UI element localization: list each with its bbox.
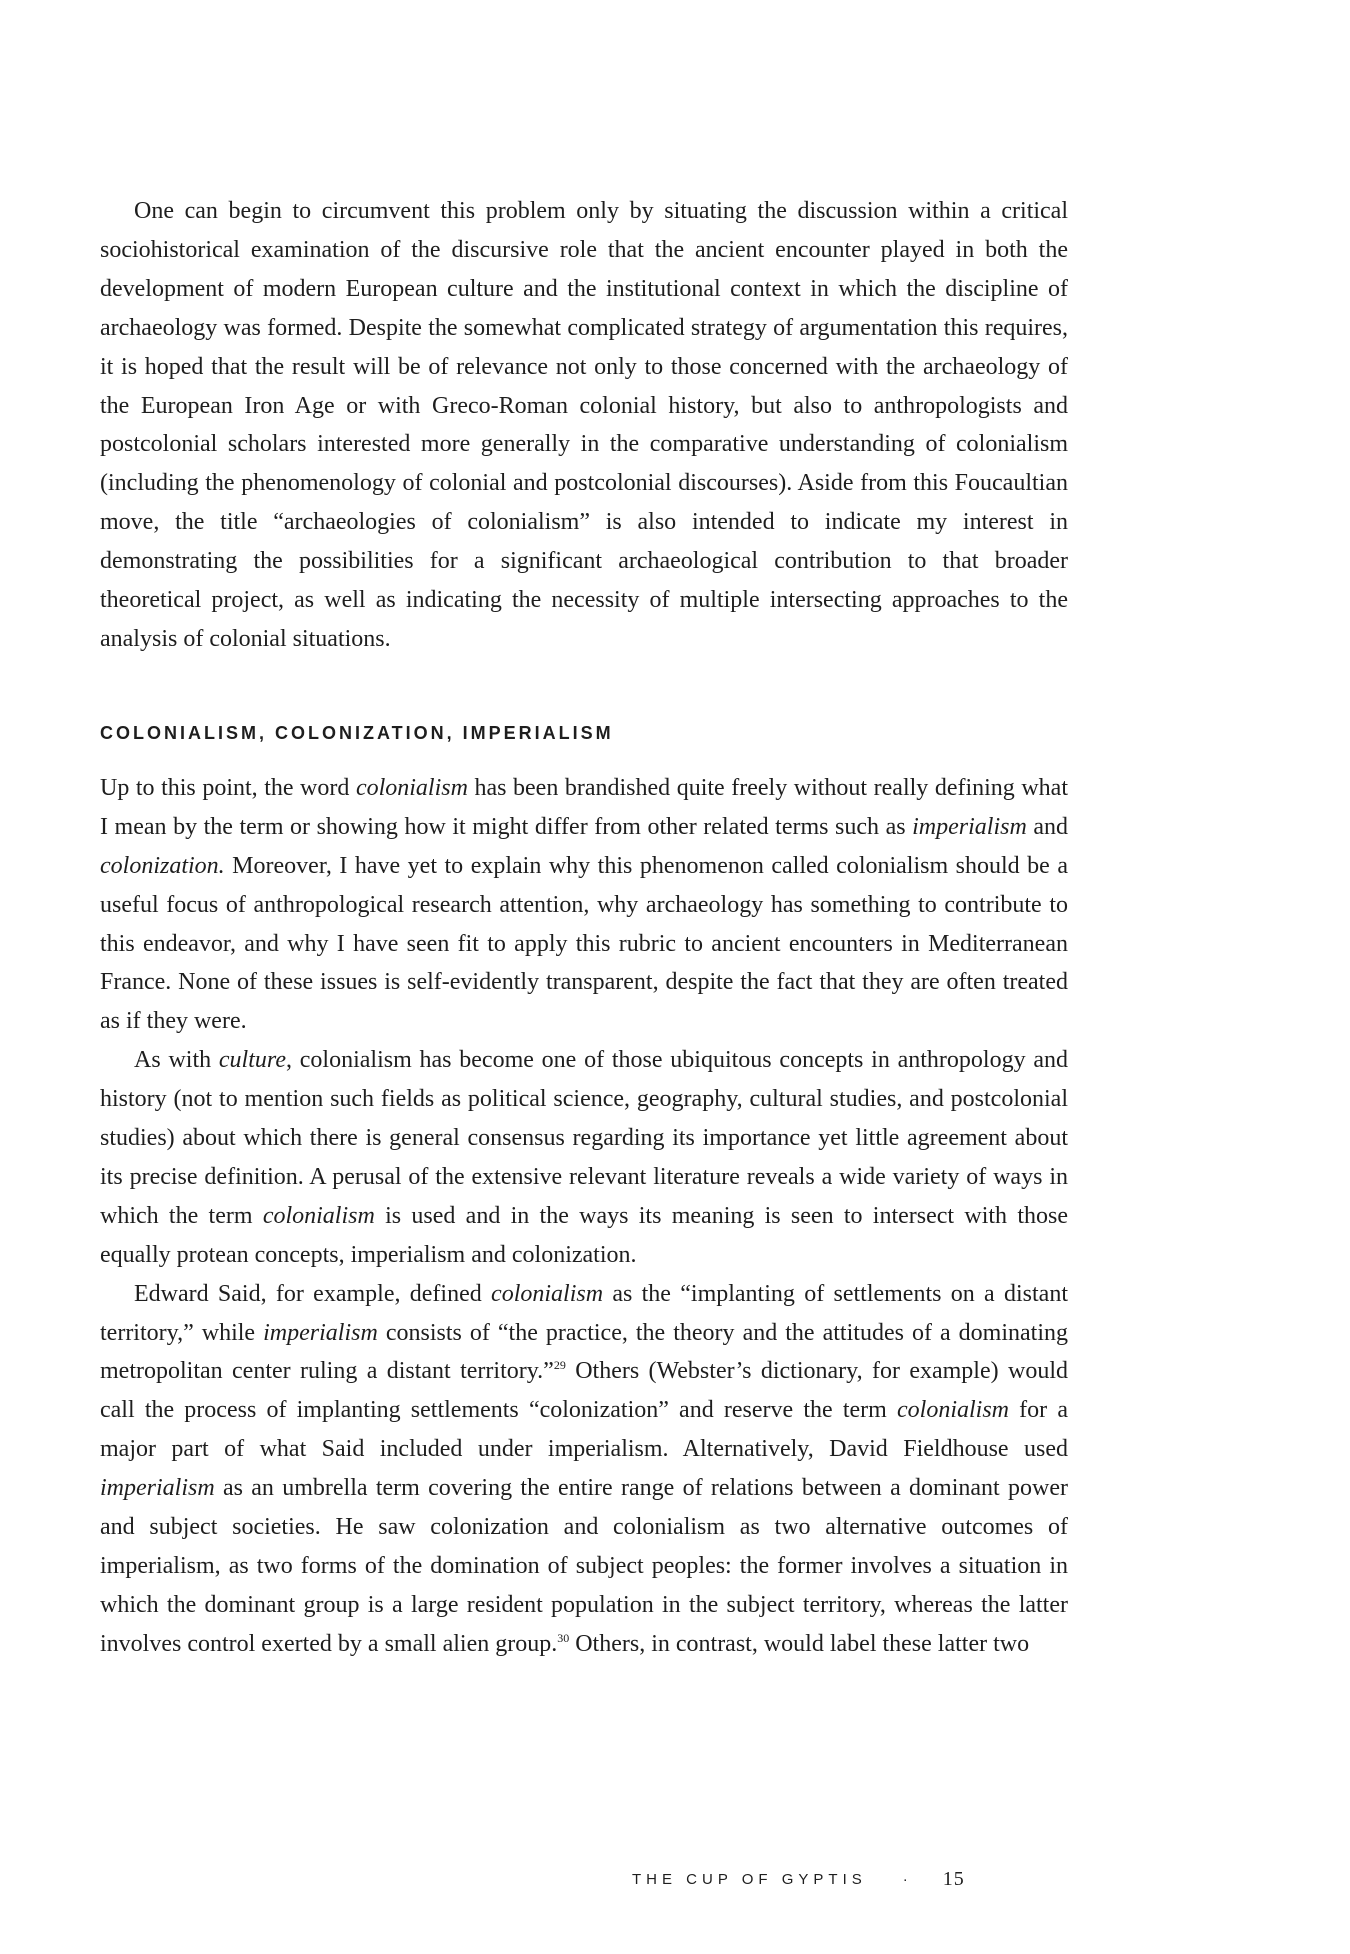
section-heading: COLONIALISM, COLONIZATION, IMPERIALISM xyxy=(100,722,614,743)
intro-paragraph: One can begin to circumvent this problem only by situating the discussion within a critical sociohistorical examination of the discursive role that the ancient encounter played in both the development of modern European culture and the institutional context in which the discipline of archaeology was formed. Despite the somewhat complicated strategy of argumentation this requires, it is hoped that the result will be of relevance not only to those concerned with the archaeology of the European Iron Age or with Greco-Roman colonial history, but also to anthropologists and postcolonial scholars interested more generally in the comparative understanding of colonialism (including the phenomenology of colonial and postcolonial discourses). Aside from this Foucaultian move, the title “archaeologies of colonialism” is also intended to indicate my interest in demonstrating the possibilities for a significant archaeological contribution to that broader theoretical project, as well as indicating the necessity of multiple intersecting approaches to the analysis of colonial situations. xyxy=(100,198,1068,652)
italic-term: imperialism xyxy=(263,1319,378,1346)
footnote-ref: 30 xyxy=(557,1630,570,1645)
italic-term: imperialism xyxy=(100,1475,215,1502)
page-number: 15 xyxy=(942,1868,965,1890)
italic-term: imperialism xyxy=(912,813,1027,840)
footer-separator: · xyxy=(902,1871,913,1888)
section-paragraph-2: As with culture, colonialism has become one of those ubiquitous concepts in anthropology and history (not to mention such fields as political science, geography, cultural studies, and postcolonial studies) about which there is general consensus regarding its importance yet little agreement about its precise definition. A perusal of the extensive relevant literature reveals a wide variety of ways in which the term colonialism is used and in the ways its meaning is seen to intersect with those equally protean concepts, imperialism and colonization. xyxy=(100,1047,1069,1268)
footnote-ref: 29 xyxy=(553,1358,566,1373)
running-title: THE CUP OF GYPTIS xyxy=(632,1871,867,1888)
page-footer xyxy=(632,1868,972,1891)
italic-term: colonialism xyxy=(262,1202,375,1229)
italic-term: colonialism xyxy=(355,774,468,801)
page-body xyxy=(100,192,1068,1664)
italic-term: colonialism xyxy=(897,1397,1009,1424)
italic-term: colonization. xyxy=(100,852,225,879)
italic-term: culture xyxy=(218,1047,286,1074)
italic-term: colonialism xyxy=(491,1280,604,1307)
section-paragraph-3: Edward Said, for example, defined colonialism as the “implanting of settlements on a distant territory,” while imperialism consists of “the practice, the theory and the attitudes of a dominating metropolitan center ruling a distant territory.”$^{29}$ Others (Webster’s dictionary, for example) would call the process of implanting settlements “colonization” and reserve the term colonialism for a major part of what Said included under imperialism. Alternatively, David Fieldhouse used imperialism as an umbrella term covering the entire range of relations between a dominant power and subject societies. He saw colonization and colonialism as two alternative outcomes of imperialism, as two forms of the domination of subject peoples: the former involves a situation in which the dominant group is a large resident population in the subject territory, whereas the latter involves control exerted by a small alien group.$^{30}$ Others, in contrast, would label these latter two xyxy=(100,1280,1069,1657)
section-paragraph-1: Up to this point, the word colonialism has been brandished quite freely without really defining what I mean by the term or showing how it might differ from other related terms such as imperialism and colonization. Moreover, I have yet to explain why this phenomenon called colonialism should be a useful focus of anthropological research attention, why archaeology has something to contribute to this endeavor, and why I have seen fit to apply this rubric to ancient encounters in Mediterranean France. None of these issues is self-evidently transparent, despite the fact that they are often treated as if they were. xyxy=(100,774,1069,1035)
